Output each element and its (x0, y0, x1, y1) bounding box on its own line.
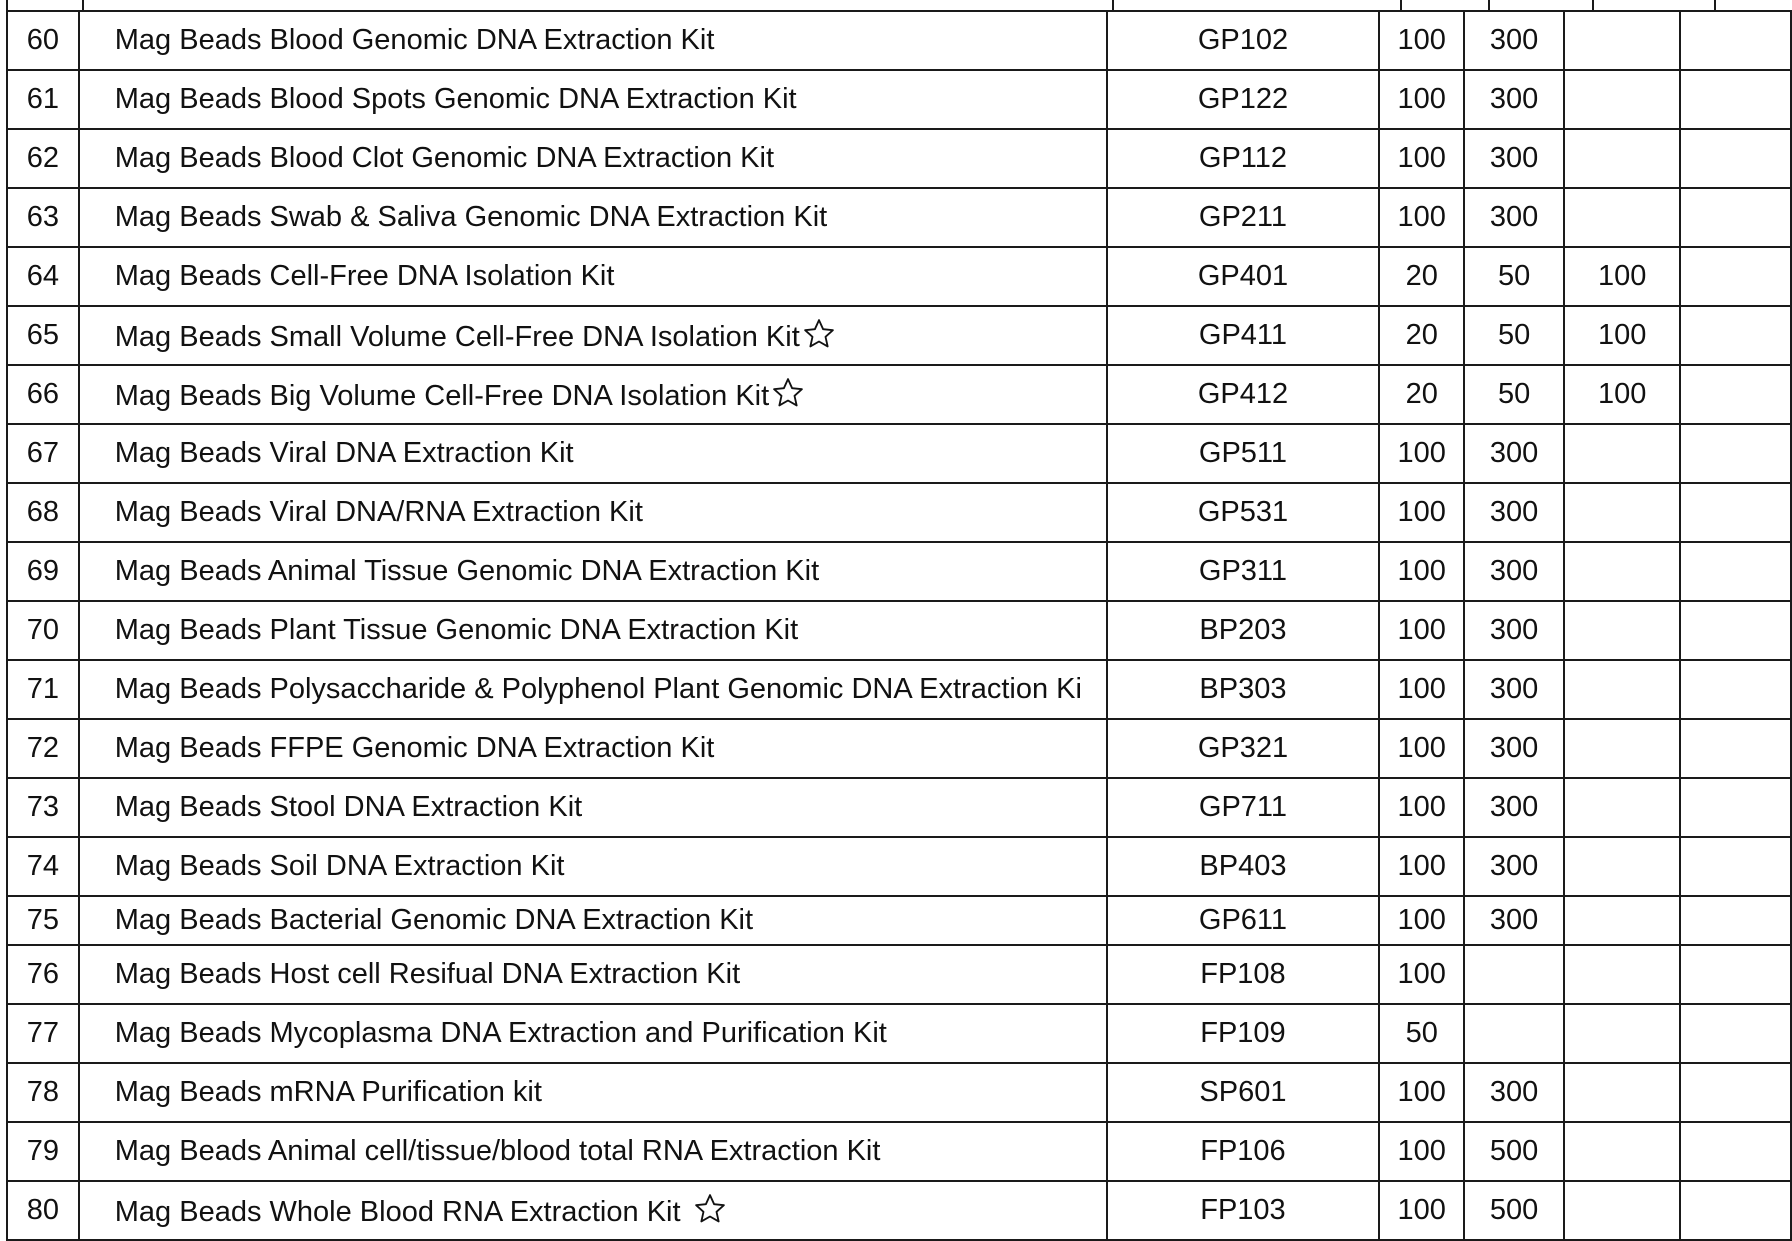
catalog-code-cell-text: BP303 (1199, 673, 1287, 705)
pack-size-1-cell (1379, 247, 1464, 306)
pack-size-2-cell (1464, 719, 1564, 778)
extra-cell (1680, 11, 1791, 70)
catalog-code-cell-text: GP511 (1198, 437, 1288, 469)
extra-cell (1680, 601, 1791, 660)
catalog-code-cell-text: GP531 (1197, 496, 1289, 528)
product-name-cell (79, 306, 1107, 365)
extra-cell (1680, 365, 1791, 424)
table-row (7, 896, 1791, 945)
pack-size-2-cell (1464, 188, 1564, 247)
row-number-cell-text: 60 (26, 24, 60, 56)
pack-size-3-cell-text: 100 (1597, 260, 1647, 292)
catalog-code-cell-text: GP311 (1198, 555, 1288, 587)
product-name-cell-text: Mag Beads Swab & Saliva Genomic DNA Extraction Kit (114, 201, 828, 233)
table-row (7, 542, 1791, 601)
pack-size-2-cell (1464, 247, 1564, 306)
pack-size-2-cell (1464, 306, 1564, 365)
catalog-code-cell (1107, 778, 1380, 837)
product-name-cell-text: Mag Beads Plant Tissue Genomic DNA Extraction Kit (114, 614, 799, 646)
pack-size-1-cell-text: 100 (1397, 791, 1446, 823)
catalog-code-cell (1107, 247, 1380, 306)
pack-size-2-cell (1464, 483, 1564, 542)
product-name-cell-text: Mag Beads Viral DNA Extraction Kit (114, 437, 574, 469)
pack-size-3-cell-text: 100 (1597, 319, 1647, 351)
table-row (7, 70, 1791, 129)
row-number-cell-text: 68 (26, 496, 60, 528)
pack-size-2-cell-text: 300 (1489, 614, 1539, 646)
pack-size-2-cell (1464, 1122, 1564, 1181)
product-name-cell (79, 365, 1107, 424)
catalog-code-cell-text: GP102 (1197, 24, 1289, 56)
pack-size-1-cell-text: 100 (1397, 1076, 1446, 1108)
catalog-code-cell (1107, 719, 1380, 778)
table-row (7, 1004, 1791, 1063)
extra-cell (1680, 70, 1791, 129)
catalog-code-cell (1107, 1181, 1380, 1240)
catalog-code-cell (1107, 424, 1380, 483)
product-name-cell (79, 896, 1107, 945)
catalog-code-cell-text: FP109 (1200, 1017, 1286, 1049)
pack-size-3-cell (1564, 11, 1680, 70)
star-outline-icon (693, 1192, 727, 1226)
catalog-code-cell-text: SP601 (1199, 1076, 1287, 1108)
pack-size-1-cell-text: 100 (1397, 732, 1446, 764)
table-row (7, 247, 1791, 306)
row-number-cell (7, 1063, 79, 1122)
row-number-cell (7, 306, 79, 365)
pack-size-1-cell-text: 100 (1397, 142, 1446, 174)
catalog-code-cell-text: GP211 (1198, 201, 1288, 233)
pack-size-3-cell (1564, 719, 1680, 778)
pack-size-3-cell (1564, 424, 1680, 483)
pack-size-2-cell-text: 500 (1489, 1135, 1539, 1167)
row-number-cell (7, 660, 79, 719)
pack-size-3-cell (1564, 1063, 1680, 1122)
row-number-cell (7, 1181, 79, 1240)
pack-size-2-cell (1464, 660, 1564, 719)
pack-size-2-cell-text: 300 (1489, 673, 1539, 705)
pack-size-1-cell (1379, 945, 1464, 1004)
catalog-code-cell (1107, 306, 1380, 365)
pack-size-3-cell (1564, 945, 1680, 1004)
table-row (7, 11, 1791, 70)
pack-size-2-cell-text: 300 (1489, 555, 1539, 587)
product-name-cell (79, 837, 1107, 896)
extra-cell (1680, 483, 1791, 542)
row-number-cell-text: 76 (26, 958, 60, 990)
pack-size-1-cell-text: 100 (1397, 496, 1446, 528)
pack-size-3-cell (1564, 896, 1680, 945)
pack-size-2-cell (1464, 365, 1564, 424)
product-name-cell-text: Mag Beads Big Volume Cell-Free DNA Isolation Kit (114, 380, 770, 412)
pack-size-2-cell-text: 500 (1489, 1194, 1539, 1226)
product-name-cell (79, 1181, 1107, 1240)
pack-size-1-cell-text: 100 (1397, 24, 1446, 56)
row-number-cell (7, 424, 79, 483)
row-number-cell (7, 365, 79, 424)
row-number-cell-text: 65 (26, 319, 60, 351)
row-number-cell (7, 247, 79, 306)
pack-size-2-cell-text: 300 (1489, 83, 1539, 115)
product-name-cell-text: Mag Beads mRNA Purification kit (114, 1076, 542, 1108)
row-number-cell (7, 1122, 79, 1181)
product-name-cell-text: Mag Beads Animal cell/tissue/blood total RNA Extraction Kit (114, 1135, 881, 1167)
pack-size-1-cell (1379, 1063, 1464, 1122)
catalog-code-cell (1107, 945, 1380, 1004)
pack-size-1-cell (1379, 424, 1464, 483)
product-name-cell (79, 11, 1107, 70)
catalog-code-cell (1107, 1004, 1380, 1063)
pack-size-3-cell (1564, 1004, 1680, 1063)
pack-size-1-cell-text: 20 (1405, 319, 1438, 351)
pack-size-3-cell (1564, 542, 1680, 601)
catalog-code-cell (1107, 837, 1380, 896)
product-name-cell-text: Mag Beads Whole Blood RNA Extraction Kit (114, 1196, 681, 1228)
pack-size-2-cell-text: 300 (1489, 732, 1539, 764)
pack-size-2-cell (1464, 778, 1564, 837)
extra-cell (1680, 945, 1791, 1004)
product-name-cell (79, 247, 1107, 306)
product-name-cell-text: Mag Beads FFPE Genomic DNA Extraction Kit (114, 732, 715, 764)
pack-size-2-cell (1464, 945, 1564, 1004)
pack-size-1-cell (1379, 188, 1464, 247)
extra-cell (1680, 1063, 1791, 1122)
product-name-cell (79, 424, 1107, 483)
pack-size-1-cell (1379, 837, 1464, 896)
pack-size-3-cell (1564, 365, 1680, 424)
catalog-code-cell (1107, 1063, 1380, 1122)
pack-size-1-cell (1379, 1181, 1464, 1240)
row-number-cell-text: 62 (26, 142, 60, 174)
catalog-code-cell-text: GP122 (1197, 83, 1289, 115)
pack-size-3-cell (1564, 778, 1680, 837)
row-number-cell (7, 11, 79, 70)
pack-size-3-cell (1564, 247, 1680, 306)
table-row (7, 129, 1791, 188)
pack-size-2-cell (1464, 1063, 1564, 1122)
extra-cell (1680, 719, 1791, 778)
extra-cell (1680, 660, 1791, 719)
product-name-cell-text: Mag Beads Animal Tissue Genomic DNA Extraction Kit (114, 555, 820, 587)
catalog-code-cell-text: FP103 (1200, 1194, 1286, 1226)
product-name-cell-text: Mag Beads Blood Clot Genomic DNA Extraction Kit (114, 142, 775, 174)
catalog-code-cell (1107, 660, 1380, 719)
pack-size-2-cell-text: 300 (1489, 904, 1539, 936)
table-row (7, 945, 1791, 1004)
row-number-cell-text: 67 (26, 437, 60, 469)
pack-size-1-cell (1379, 719, 1464, 778)
product-name-cell-text: Mag Beads Soil DNA Extraction Kit (114, 850, 565, 882)
product-table (6, 10, 1792, 1241)
pack-size-1-cell (1379, 601, 1464, 660)
row-number-cell-text: 77 (26, 1017, 60, 1049)
row-number-cell (7, 837, 79, 896)
row-number-cell-text: 66 (26, 378, 60, 410)
catalog-code-cell (1107, 896, 1380, 945)
catalog-code-cell (1107, 601, 1380, 660)
product-name-cell-text: Mag Beads Blood Spots Genomic DNA Extraction Kit (114, 83, 797, 115)
pack-size-2-cell (1464, 542, 1564, 601)
product-name-cell-text: Mag Beads Small Volume Cell-Free DNA Isolation Kit (114, 321, 800, 353)
row-number-cell-text: 80 (26, 1194, 60, 1226)
row-number-cell-text: 70 (26, 614, 60, 646)
pack-size-2-cell (1464, 837, 1564, 896)
row-number-cell (7, 188, 79, 247)
extra-cell (1680, 896, 1791, 945)
row-number-cell-text: 63 (26, 201, 60, 233)
pack-size-1-cell (1379, 129, 1464, 188)
table-row (7, 719, 1791, 778)
row-number-cell (7, 1004, 79, 1063)
row-number-cell (7, 129, 79, 188)
row-number-cell-text: 72 (26, 732, 60, 764)
pack-size-2-cell (1464, 1004, 1564, 1063)
product-name-cell-text: Mag Beads Viral DNA/RNA Extraction Kit (114, 496, 643, 528)
pack-size-1-cell-text: 100 (1397, 1194, 1446, 1226)
product-name-cell (79, 70, 1107, 129)
row-number-cell (7, 778, 79, 837)
table-row (7, 188, 1791, 247)
pack-size-3-cell (1564, 70, 1680, 129)
product-name-cell (79, 483, 1107, 542)
product-name-cell (79, 1122, 1107, 1181)
table-row (7, 424, 1791, 483)
pack-size-1-cell-text: 50 (1405, 1017, 1438, 1049)
extra-cell (1680, 837, 1791, 896)
table-row (7, 1181, 1791, 1240)
pack-size-1-cell-text: 100 (1397, 850, 1446, 882)
extra-cell (1680, 1181, 1791, 1240)
pack-size-3-cell (1564, 1181, 1680, 1240)
table-row (7, 778, 1791, 837)
pack-size-3-cell (1564, 188, 1680, 247)
product-name-cell-text: Mag Beads Cell-Free DNA Isolation Kit (114, 260, 615, 292)
star-outline-icon (771, 376, 805, 410)
product-name-cell-text: Mag Beads Stool DNA Extraction Kit (114, 791, 583, 823)
pack-size-1-cell (1379, 483, 1464, 542)
pack-size-3-cell (1564, 660, 1680, 719)
pack-size-2-cell (1464, 11, 1564, 70)
pack-size-2-cell-text: 50 (1497, 260, 1531, 292)
row-number-cell-text: 74 (26, 850, 60, 882)
pack-size-3-cell (1564, 601, 1680, 660)
pack-size-2-cell (1464, 601, 1564, 660)
extra-cell (1680, 1122, 1791, 1181)
pack-size-2-cell-text: 300 (1489, 1076, 1539, 1108)
product-table-body (7, 11, 1791, 1240)
catalog-code-cell-text: GP321 (1197, 732, 1289, 764)
pack-size-1-cell (1379, 1122, 1464, 1181)
table-row (7, 365, 1791, 424)
pack-size-2-cell-text: 300 (1489, 791, 1539, 823)
row-number-cell-text: 69 (26, 555, 60, 587)
pack-size-1-cell-text: 100 (1397, 555, 1446, 587)
table-row (7, 306, 1791, 365)
pack-size-3-cell (1564, 129, 1680, 188)
pack-size-2-cell-text: 300 (1489, 142, 1539, 174)
pack-size-2-cell (1464, 896, 1564, 945)
pack-size-1-cell (1379, 70, 1464, 129)
catalog-code-cell (1107, 70, 1380, 129)
pack-size-3-cell (1564, 306, 1680, 365)
pack-size-2-cell-text: 50 (1497, 378, 1531, 410)
extra-cell (1680, 424, 1791, 483)
catalog-code-cell-text: GP611 (1198, 904, 1288, 936)
product-name-cell (79, 778, 1107, 837)
row-number-cell-text: 61 (26, 83, 60, 115)
product-name-cell-text: Mag Beads Blood Genomic DNA Extraction Kit (114, 24, 715, 56)
pack-size-1-cell (1379, 542, 1464, 601)
row-number-cell-text: 64 (26, 260, 60, 292)
pack-size-1-cell-text: 100 (1397, 437, 1446, 469)
extra-cell (1680, 778, 1791, 837)
row-number-cell (7, 896, 79, 945)
pack-size-1-cell (1379, 896, 1464, 945)
pack-size-2-cell (1464, 70, 1564, 129)
extra-cell (1680, 129, 1791, 188)
star-outline-icon (802, 317, 836, 351)
product-name-cell (79, 129, 1107, 188)
product-name-cell-text: Mag Beads Polysaccharide & Polyphenol Plant Genomic DNA Extraction Ki (114, 673, 1082, 705)
catalog-code-cell-text: GP112 (1198, 142, 1288, 174)
pack-size-2-cell (1464, 1181, 1564, 1240)
pack-size-2-cell-text: 50 (1497, 319, 1531, 351)
catalog-code-cell-text: BP203 (1199, 614, 1287, 646)
row-number-cell (7, 945, 79, 1004)
product-name-cell (79, 660, 1107, 719)
catalog-code-cell (1107, 188, 1380, 247)
pack-size-2-cell-text: 300 (1489, 201, 1539, 233)
product-name-cell (79, 719, 1107, 778)
row-number-cell-text: 75 (26, 904, 60, 936)
pack-size-2-cell-text: 300 (1489, 850, 1539, 882)
catalog-code-cell (1107, 1122, 1380, 1181)
pack-size-1-cell-text: 20 (1405, 378, 1438, 410)
pack-size-3-cell (1564, 483, 1680, 542)
pack-size-1-cell-text: 100 (1397, 201, 1446, 233)
product-name-cell (79, 1063, 1107, 1122)
pack-size-3-cell (1564, 837, 1680, 896)
pack-size-1-cell-text: 100 (1397, 958, 1446, 990)
pack-size-2-cell (1464, 424, 1564, 483)
pack-size-3-cell-text: 100 (1597, 378, 1647, 410)
catalog-code-cell-text: GP401 (1197, 260, 1289, 292)
table-row (7, 837, 1791, 896)
catalog-code-cell-text: GP411 (1198, 319, 1288, 351)
catalog-code-cell-text: GP711 (1198, 791, 1288, 823)
row-number-cell (7, 601, 79, 660)
pack-size-1-cell-text: 100 (1397, 673, 1446, 705)
table-row (7, 1122, 1791, 1181)
product-name-cell (79, 601, 1107, 660)
product-name-cell (79, 1004, 1107, 1063)
catalog-code-cell (1107, 129, 1380, 188)
row-number-cell (7, 542, 79, 601)
pack-size-2-cell-text: 300 (1489, 496, 1539, 528)
extra-cell (1680, 1004, 1791, 1063)
product-name-cell (79, 945, 1107, 1004)
pack-size-1-cell-text: 100 (1397, 1135, 1446, 1167)
row-number-cell (7, 70, 79, 129)
pack-size-1-cell-text: 20 (1405, 260, 1438, 292)
catalog-code-cell-text: FP108 (1200, 958, 1286, 990)
pack-size-1-cell-text: 100 (1397, 614, 1446, 646)
table-row (7, 601, 1791, 660)
row-number-cell-text: 79 (26, 1135, 60, 1167)
table-row (7, 483, 1791, 542)
extra-cell (1680, 188, 1791, 247)
pack-size-1-cell (1379, 11, 1464, 70)
row-number-cell (7, 483, 79, 542)
catalog-code-cell (1107, 11, 1380, 70)
table-row (7, 1063, 1791, 1122)
pack-size-2-cell-text: 300 (1489, 437, 1539, 469)
catalog-code-cell (1107, 542, 1380, 601)
catalog-code-cell-text: BP403 (1199, 850, 1287, 882)
top-frame (6, 0, 1792, 10)
pack-size-1-cell (1379, 778, 1464, 837)
product-name-cell (79, 542, 1107, 601)
pack-size-1-cell-text: 100 (1397, 83, 1446, 115)
row-number-cell-text: 73 (26, 791, 60, 823)
pack-size-3-cell (1564, 1122, 1680, 1181)
pack-size-1-cell (1379, 306, 1464, 365)
product-name-cell-text: Mag Beads Bacterial Genomic DNA Extraction Kit (114, 904, 754, 936)
product-name-cell (79, 188, 1107, 247)
pack-size-1-cell (1379, 1004, 1464, 1063)
pack-size-1-cell-text: 100 (1397, 904, 1446, 936)
catalog-code-cell-text: GP412 (1197, 378, 1289, 410)
table-row (7, 660, 1791, 719)
product-name-cell-text: Mag Beads Mycoplasma DNA Extraction and Purification Kit (114, 1017, 887, 1049)
row-number-cell-text: 78 (26, 1076, 60, 1108)
row-number-cell (7, 719, 79, 778)
pack-size-1-cell (1379, 660, 1464, 719)
extra-cell (1680, 306, 1791, 365)
catalog-code-cell (1107, 483, 1380, 542)
extra-cell (1680, 542, 1791, 601)
catalog-code-cell (1107, 365, 1380, 424)
pack-size-2-cell-text: 300 (1489, 24, 1539, 56)
pack-size-1-cell (1379, 365, 1464, 424)
product-name-cell-text: Mag Beads Host cell Resifual DNA Extraction Kit (114, 958, 741, 990)
pack-size-2-cell (1464, 129, 1564, 188)
row-number-cell-text: 71 (26, 673, 60, 705)
catalog-code-cell-text: FP106 (1200, 1135, 1286, 1167)
extra-cell (1680, 247, 1791, 306)
